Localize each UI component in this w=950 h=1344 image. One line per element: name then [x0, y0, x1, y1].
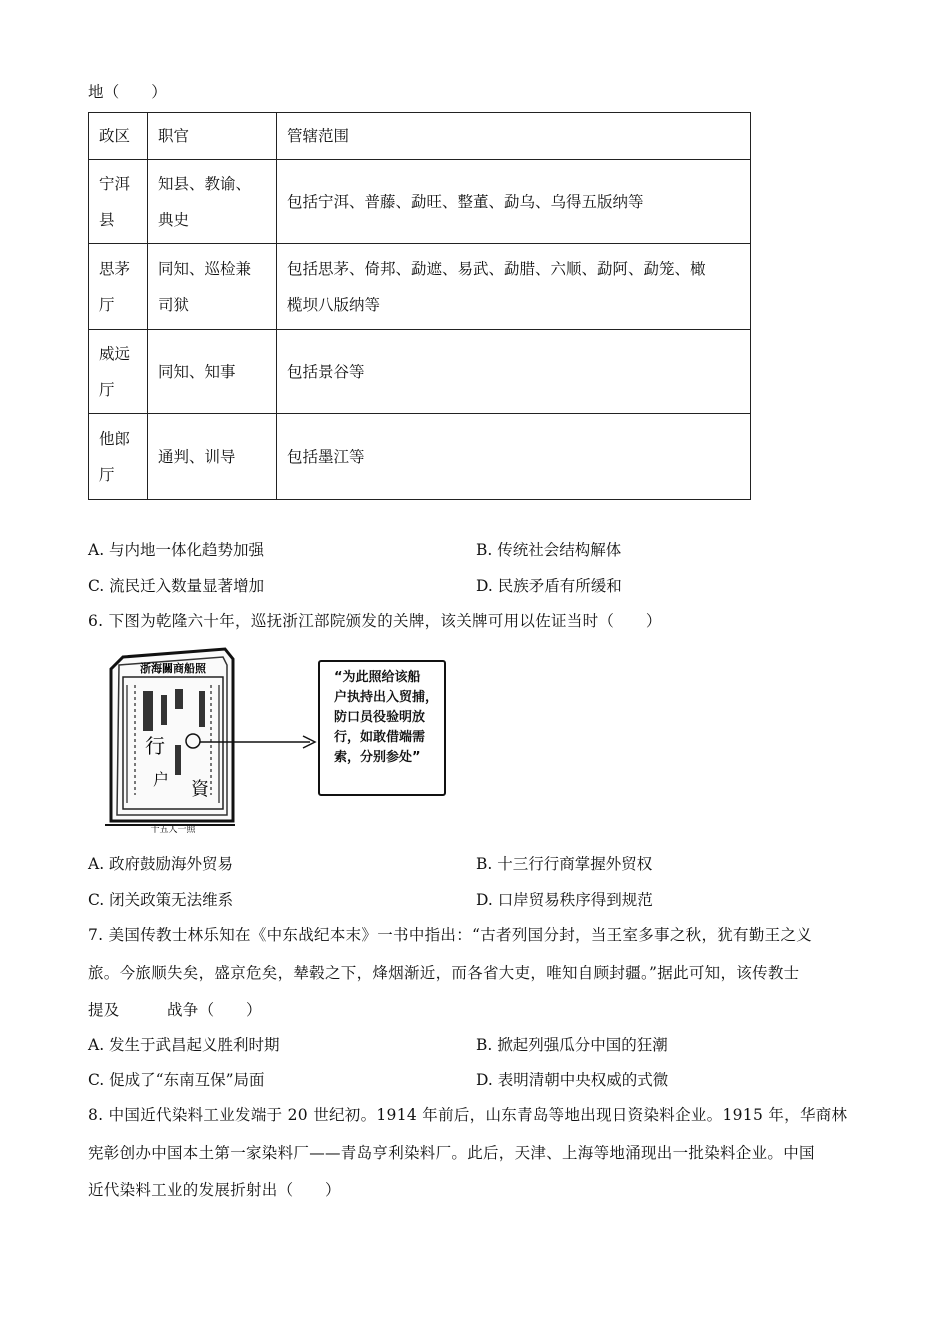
- question-8-stem-line: 宪彰创办中国本土第一家染料厂——青岛亨利染料厂。此后，天津、上海等地涌现出一批染料企业。中国: [88, 1144, 815, 1162]
- officials-cell: 通判、训导: [148, 414, 277, 500]
- scope-cell: 包括景谷等: [277, 330, 751, 414]
- question-5-stem-tail: 地（ ）: [88, 83, 168, 101]
- q6-option-b[interactable]: B. 十三行行商掌握外贸权: [476, 855, 653, 873]
- plaque-title: 浙海關商船照: [140, 662, 206, 675]
- q7-option-b[interactable]: B. 掀起列强瓜分中国的狂潮: [476, 1036, 668, 1054]
- question-7-stem-line: 7. 美国传教士林乐知在《中东战纪本末》一书中指出：“古者列国分封，当王室多事之秋，犹有勤王之义: [88, 926, 813, 944]
- question-7-stem-line: 提及 战争（ ）: [88, 1001, 262, 1019]
- officials-cell: 同知、知事: [148, 330, 277, 414]
- plaque-char: 行: [145, 734, 165, 758]
- region-cell: 他郎 厅: [89, 414, 148, 500]
- q7-option-a[interactable]: A. 发生于武昌起义胜利时期: [88, 1036, 280, 1054]
- q6-option-d[interactable]: D. 口岸贸易秩序得到规范: [476, 891, 653, 909]
- plaque-footer: 十五人一照: [150, 825, 196, 835]
- table-row: [89, 330, 751, 414]
- question-7-stem-line: 旅。今旅顺失矣，盛京危矣，辇毂之下，烽烟渐近，而各省大吏，唯知自顾封疆。”据此可知，该传教士: [88, 964, 800, 982]
- question-8-stem-line: 8. 中国近代染料工业发端于 20 世纪初。1914 年前后，山东青岛等地出现日资染料企业。1915 年，华商林: [88, 1106, 848, 1124]
- q6-option-c[interactable]: C. 闭关政策无法维系: [88, 891, 234, 909]
- region-cell: 威远 厅: [89, 330, 148, 414]
- table-row: [89, 244, 751, 330]
- region-cell: 思茅 厅: [89, 244, 148, 330]
- scope-cell: 包括宁洱、普藤、勐旺、整董、勐乌、乌得五版纳等: [277, 160, 751, 244]
- officials-cell: 知县、教谕、 典史: [148, 160, 277, 244]
- q6-option-a[interactable]: A. 政府鼓励海外贸易: [88, 855, 234, 873]
- q7-option-d[interactable]: D. 表明清朝中央权威的式微: [476, 1071, 669, 1089]
- table-row: [89, 414, 751, 500]
- q7-option-c[interactable]: C. 促成了“东南互保”局面: [88, 1071, 265, 1089]
- q5-option-d[interactable]: D. 民族矛盾有所缓和: [476, 577, 622, 595]
- region-cell: 宁洱 县: [89, 160, 148, 244]
- header-cell: 政区: [89, 113, 148, 160]
- scope-cell: 包括墨江等: [277, 414, 751, 500]
- table-header-row: [89, 113, 751, 160]
- plaque-char: 資: [191, 779, 209, 800]
- admin-region-table: [88, 112, 751, 500]
- question-6-stem: 6. 下图为乾隆六十年，巡抚浙江部院颁发的关牌，该关牌可用以佐证当时（ ）: [88, 612, 662, 630]
- question-8-stem-line: 近代染料工业的发展折射出（ ）: [88, 1181, 341, 1199]
- quote-box: “为此照给该船 户执持出入贸捕， 防口员役验明放 行，如敢借端需 索，分别参处”: [318, 660, 446, 796]
- q5-option-c[interactable]: C. 流民迁入数量显著增加: [88, 577, 265, 595]
- plaque-char: 户: [153, 770, 170, 789]
- q5-option-a[interactable]: A. 与内地一体化趋势加强: [88, 541, 265, 559]
- header-cell: 职官: [148, 113, 277, 160]
- q5-option-b[interactable]: B. 传统社会结构解体: [476, 541, 622, 559]
- officials-cell: 同知、巡检兼 司狱: [148, 244, 277, 330]
- table-row: [89, 160, 751, 244]
- header-cell: 管辖范围: [277, 113, 751, 160]
- scope-cell: 包括思茅、倚邦、勐遮、易武、勐腊、六顺、勐阿、勐笼、橄 榄坝八版纳等: [277, 244, 751, 330]
